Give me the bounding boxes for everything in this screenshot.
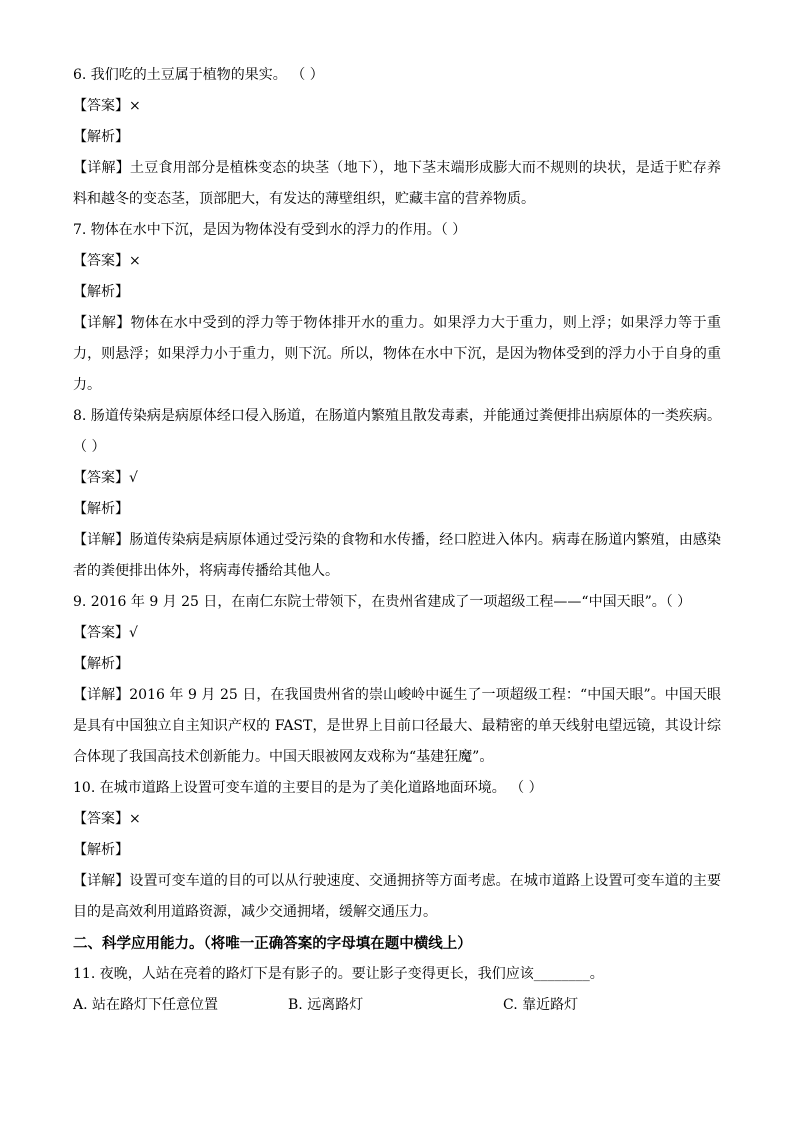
- question-8-detail: 【详解】肠道传染病是病原体通过受污染的食物和水传播，经口腔进入体内。病毒在肠道内繁殖，由感染者的粪便排出体外，将病毒传播给其他人。: [73, 532, 721, 579]
- question-8-analysis-label: 【解析】: [73, 501, 129, 517]
- question-6-answer: 【答案】×: [73, 98, 141, 114]
- question-7-detail: 【详解】物体在水中受到的浮力等于物体排开水的重力。如果浮力大于重力，则上浮；如果浮力等于重力，则悬浮；如果浮力小于重力，则下沉。所以，物体在水中下沉，是因为物体受到的浮力小于自身的重力。: [73, 315, 721, 393]
- question-7-stem: 7. 物体在水中下沉，是因为物体没有受到水的浮力的作用。（ ）: [73, 222, 467, 238]
- question-9-analysis-label: 【解析】: [73, 656, 129, 672]
- question-6-stem: 6. 我们吃的土豆属于植物的果实。 （ ）: [73, 67, 324, 83]
- question-7-answer: 【答案】×: [73, 253, 141, 269]
- question-8-answer: 【答案】√: [73, 470, 138, 486]
- question-11-stem: 11. 夜晚，人站在亮着的路灯下是有影子的。要让影子变得更长，我们应该________。: [73, 966, 604, 982]
- option-c: C. 靠近路灯: [503, 997, 579, 1013]
- question-10-detail: 【详解】设置可变车道的目的可以从行驶速度、交通拥挤等方面考虑。在城市道路上设置可变车道的主要目的是高效利用道路资源，减少交通拥堵，缓解交通压力。: [73, 873, 721, 920]
- question-10-stem: 10. 在城市道路上设置可变车道的主要目的是为了美化道路地面环境。 （ ）: [73, 780, 543, 796]
- question-11-options: [73, 990, 721, 1021]
- question-6-detail: 【详解】土豆食用部分是植株变态的块茎（地下），地下茎末端形成膨大而不规则的块状，是适于贮存养料和越冬的变态茎，顶部肥大，有发达的薄壁组织，贮藏丰富的营养物质。: [73, 160, 721, 207]
- question-9-answer: 【答案】√: [73, 625, 138, 641]
- question-9-stem: 9. 2016 年 9 月 25 日，在南仁东院士带领下，在贵州省建成了一项超级工程——“中国天眼”。（ ）: [73, 594, 692, 610]
- question-9-detail: 【详解】2016 年 9 月 25 日，在我国贵州省的崇山峻岭中诞生了一项超级工程：“中国天眼”。中国天眼是具有中国独立自主知识产权的 FAST，是世界上目前口径最大、最精密的单天线射电望远镜，其设计综合体现了我国高技术创新能力。中国天眼被网友戏称为“基建狂魔”。: [73, 687, 721, 765]
- document-page: [73, 60, 721, 1021]
- section-two-title: 二、科学应用能力。（将唯一正确答案的字母填在题中横线上）: [73, 935, 472, 952]
- question-6-analysis-label: 【解析】: [73, 129, 129, 145]
- option-a: A. 站在路灯下任意位置: [73, 997, 219, 1013]
- question-10-analysis-label: 【解析】: [73, 842, 129, 858]
- question-7-analysis-label: 【解析】: [73, 284, 129, 300]
- question-10-answer: 【答案】×: [73, 811, 141, 827]
- question-8-stem: 8. 肠道传染病是病原体经口侵入肠道，在肠道内繁殖且散发毒素，并能通过粪便排出病原体的一类疾病。（ ）: [73, 408, 721, 455]
- option-b: B. 远离路灯: [288, 997, 364, 1013]
